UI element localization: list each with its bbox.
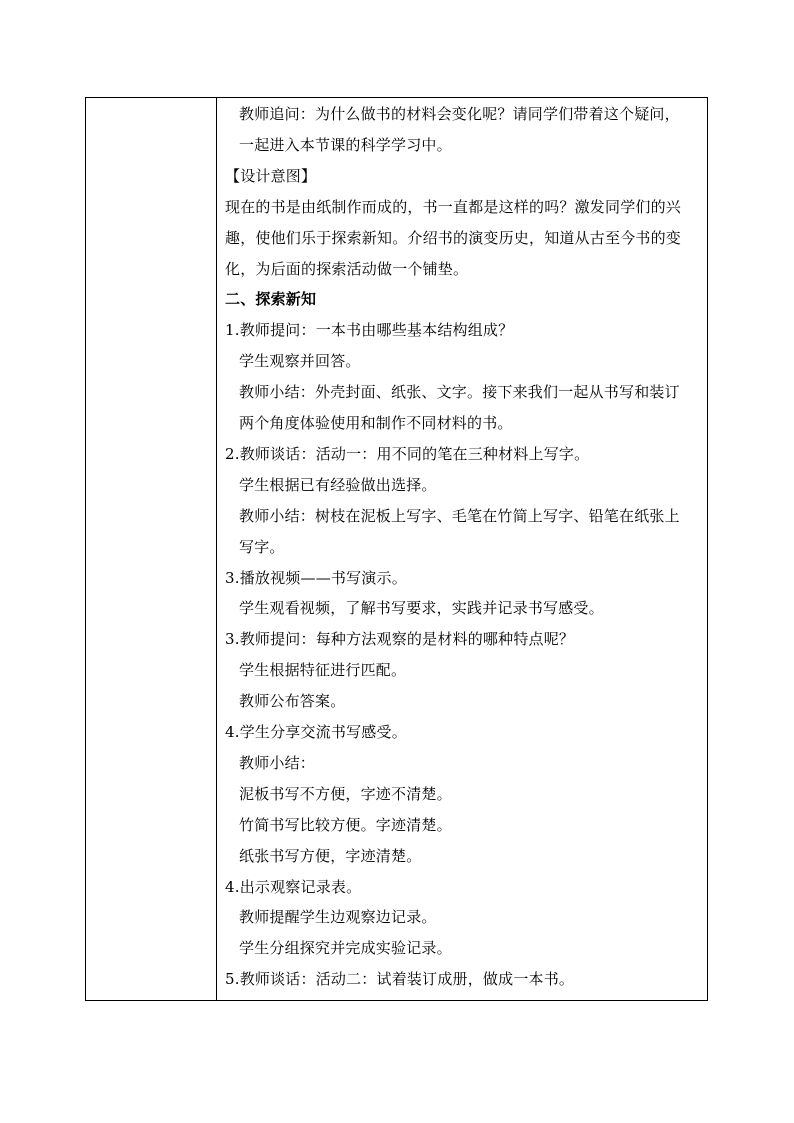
- left-column-cell: [86, 98, 217, 1000]
- text-line: 教师公布答案。: [239, 692, 346, 711]
- text-line: 竹简书写比较方便。字迹清楚。: [239, 815, 452, 834]
- text-line: 1.教师提问：一本书由哪些基本结构组成？: [225, 321, 514, 340]
- text-line: 化，为后面的探索活动做一个铺垫。: [225, 259, 469, 278]
- text-line: 教师小结：外壳封面、纸张、文字。接下来我们一起从书写和装订: [239, 383, 680, 402]
- text-line: 现在的书是由纸制作而成的，书一直都是这样的吗？激发同学们的兴: [225, 197, 682, 216]
- text-line: 写字。: [239, 537, 285, 556]
- text-line: 4.出示观察记录表。: [225, 877, 362, 896]
- text-line: 学生根据已有经验做出选择。: [239, 475, 437, 494]
- text-line: 5.教师谈话：活动二：试着装订成册，做成一本书。: [225, 970, 575, 989]
- text-line: 趣，使他们乐于探索新知。介绍书的演变历史，知道从古至今书的变: [225, 228, 682, 247]
- lesson-table: [85, 97, 708, 1001]
- text-line: 学生观看视频，了解书写要求，实践并记录书写感受。: [239, 599, 604, 618]
- right-column-cell: [217, 98, 707, 1000]
- text-line: 4.学生分享交流书写感受。: [225, 723, 407, 741]
- text-line: 学生观察并回答。: [239, 352, 361, 371]
- section-heading: 二、探索新知: [225, 290, 317, 309]
- text-line: 学生根据特征进行匹配。: [239, 661, 407, 680]
- text-line: 两个角度体验使用和制作不同材料的书。: [239, 414, 513, 432]
- text-line: 学生分组探究并完成实验记录。: [239, 939, 452, 958]
- text-line: 教师小结：树枝在泥板上写字、毛笔在竹简上写字、铅笔在纸张上: [239, 506, 680, 525]
- text-line: 教师小结：: [239, 753, 316, 772]
- text-line: 3.教师提问：每种方法观察的是材料的哪种特点呢？: [225, 630, 575, 649]
- text-line: 【设计意图】: [225, 166, 317, 185]
- text-line: 教师追问：为什么做书的材料会变化呢？请同学们带着这个疑问，: [239, 105, 680, 123]
- text-line: 教师提醒学生边观察边记录。: [239, 908, 437, 927]
- text-line: 2.教师谈话：活动一：用不同的笔在三种材料上写字。: [225, 444, 590, 463]
- text-line: 泥板书写不方便，字迹不清楚。: [239, 784, 452, 803]
- text-line: 一起进入本节课的科学学习中。: [239, 135, 452, 154]
- text-line: 纸张书写方便，字迹清楚。: [239, 846, 422, 865]
- text-line: 3.播放视频——书写演示。: [225, 568, 407, 587]
